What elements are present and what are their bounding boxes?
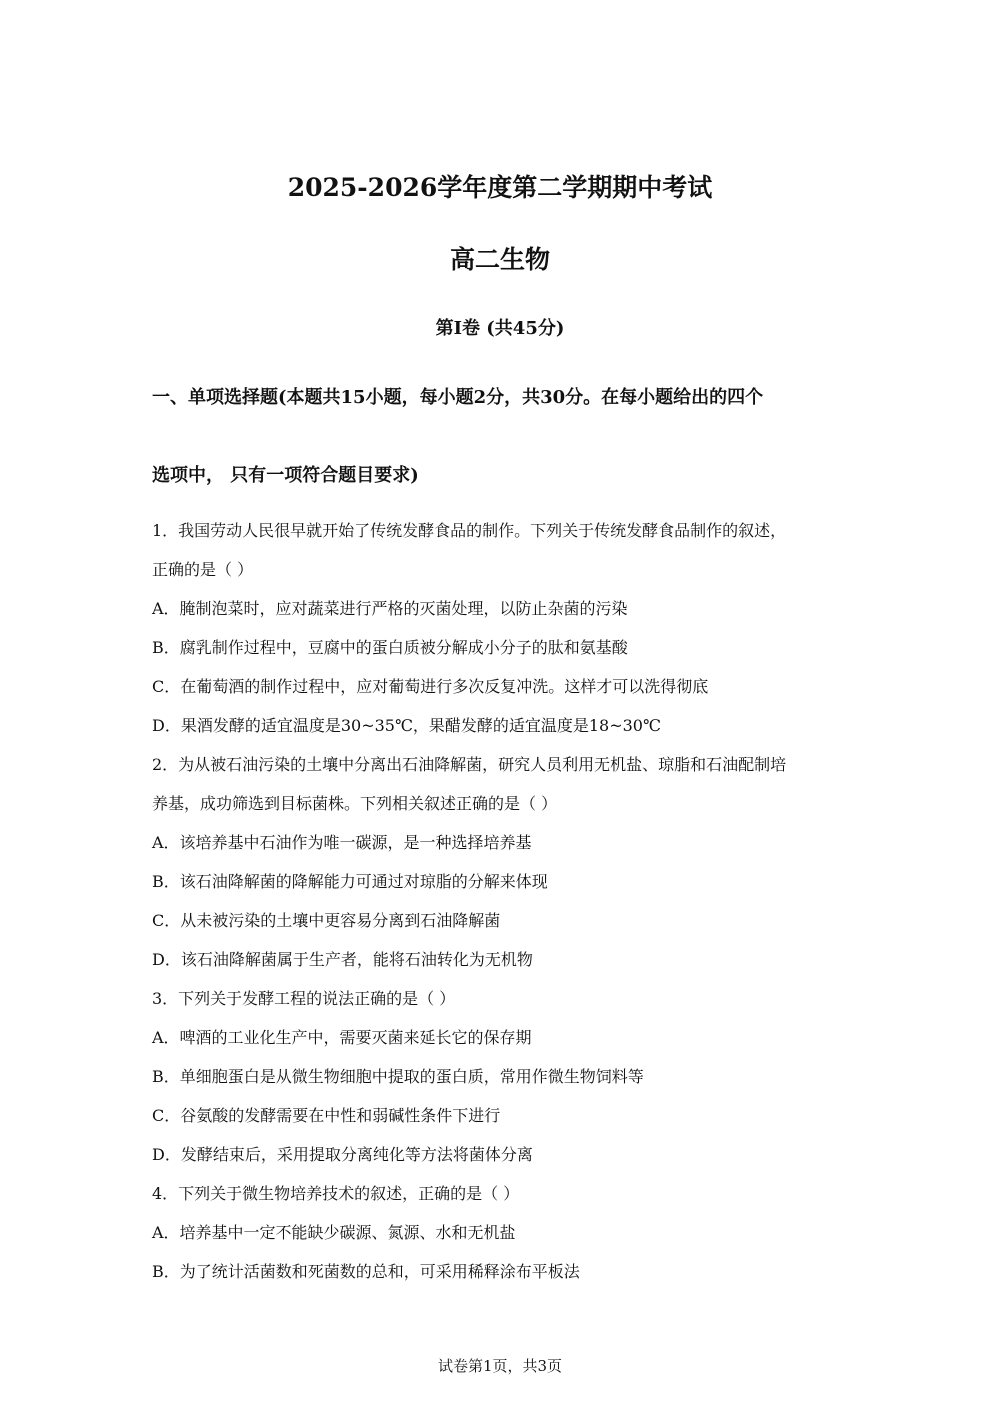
question-1-stem-line1: 1．我国劳动人民很早就开始了传统发酵食品的制作。下列关于传统发酵食品制作的叙述，	[152, 521, 787, 540]
page-footer: 试卷第1页，共3页	[437, 1357, 563, 1375]
question-4-option-b: B．为了统计活菌数和死菌数的总和，可采用稀释涂布平板法	[152, 1262, 580, 1281]
exam-title: 2025-2026学年度第二学期期中考试	[287, 173, 713, 202]
question-1-option-a: A．腌制泡菜时，应对蔬菜进行严格的灭菌处理，以防止杂菌的污染	[152, 599, 628, 618]
question-1-option-b: B．腐乳制作过程中，豆腐中的蛋白质被分解成小分子的肽和氨基酸	[152, 638, 628, 657]
question-2-option-c: C．从未被污染的土壤中更容易分离到石油降解菌	[152, 911, 501, 930]
question-3-option-b: B．单细胞蛋白是从微生物细胞中提取的蛋白质，常用作微生物饲料等	[152, 1067, 644, 1086]
question-1-option-c: C．在葡萄酒的制作过程中，应对葡萄进行多次反复冲洗。这样才可以洗得彻底	[152, 677, 709, 696]
question-4-option-a: A．培养基中一定不能缺少碳源、氮源、水和无机盐	[152, 1223, 516, 1242]
question-2-option-b: B．该石油降解菌的降解能力可通过对琼脂的分解来体现	[152, 872, 548, 891]
question-2-stem-line2: 养基，成功筛选到目标菌株。下列相关叙述正确的是（ ）	[152, 794, 558, 813]
question-1-stem-line2: 正确的是（ ）	[152, 560, 254, 579]
section-heading-line2: 选项中， 只有一项符合题目要求)	[152, 465, 419, 486]
question-3-option-c: C．谷氨酸的发酵需要在中性和弱碱性条件下进行	[152, 1106, 501, 1125]
question-2-stem-line1: 2．为从被石油污染的土壤中分离出石油降解菌，研究人员利用无机盐、琼脂和石油配制培	[152, 755, 787, 774]
subject-title: 高二生物	[449, 245, 550, 274]
question-2-option-a: A．该培养基中石油作为唯一碳源，是一种选择培养基	[152, 833, 532, 852]
question-4-stem: 4．下列关于微生物培养技术的叙述，正确的是（ ）	[152, 1184, 520, 1203]
part-title: 第I卷 (共45分)	[435, 318, 565, 339]
question-3-stem: 3．下列关于发酵工程的说法正确的是（ ）	[152, 989, 456, 1008]
question-2-option-d: D．该石油降解菌属于生产者，能将石油转化为无机物	[152, 950, 533, 969]
question-1-option-d: D．果酒发酵的适宜温度是30~35℃，果醋发酵的适宜温度是18~30℃	[152, 716, 661, 735]
question-3-option-a: A．啤酒的工业化生产中，需要灭菌来延长它的保存期	[152, 1028, 532, 1047]
section-heading-line1: 一、单项选择题(本题共15小题，每小题2分，共30分。在每小题给出的四个	[152, 387, 764, 408]
question-3-option-d: D．发酵结束后，采用提取分离纯化等方法将菌体分离	[152, 1145, 533, 1164]
